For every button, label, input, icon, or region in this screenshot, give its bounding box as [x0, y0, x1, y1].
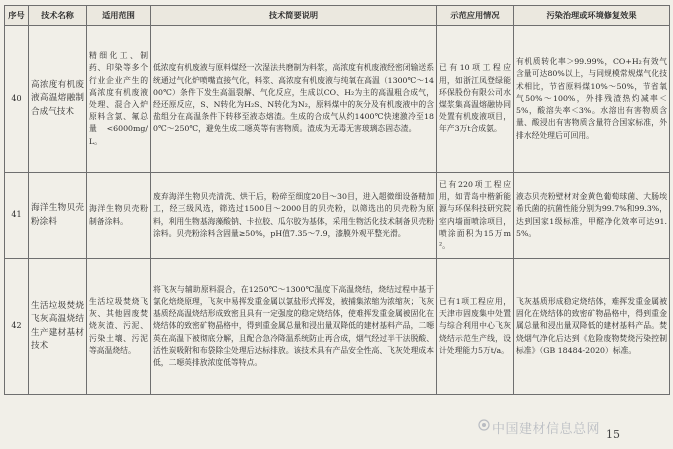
row-effect: 有机质转化率＞99.99%，CO+H₂有效气含量可达80%以上，与同规模常规煤气化技术相比，节省原料煤10%～50%，节省氧气50%～100%，外排残渣热灼减率＜5%，酸溶失率＜3%。水溶出有害物质含量、酸浸出有害物质含量符合国家标准，外排水经处理后可回用。 — [514, 26, 670, 173]
page-number: 15 — [606, 428, 620, 441]
table-row — [5, 173, 670, 259]
header-demo: 示范应用情况 — [437, 6, 514, 26]
table-row — [5, 259, 670, 395]
technology-table — [4, 5, 670, 395]
row-effect: 液态贝壳粉壁材对金黄色葡萄球菌、大肠埃希氏菌的抗菌性能分别为99.7%和99.3%，达到国家1级标准，甲醛净化效率可达91.5%。 — [514, 173, 670, 259]
header-tech-name: 技术名称 — [29, 6, 87, 26]
row-tech-name: 海洋生物贝壳粉涂料 — [29, 173, 87, 259]
row-description: 将飞灰与辅助原料混合，在1250℃～1300℃温度下高温烧结，烧结过程中基于氯化焙烧原理，飞灰中易挥发重金属以氯盐形式挥发，被捕集浓缩为浓缩灰；飞灰基质经高温烧结形成致密且具有一定强度的稳定烧结体，使难挥发重金属被固化在烧结体的致密矿物晶格中，得到重金属总量和浸出量双降低的建材基料产品，二噁英在高温下被彻底分解，且配合急冷降温系统防止再合成，烟气经过半干法脱酸、活性炭吸附和布袋除尘处理后达标排放。该技术具有产品安全性高、飞灰处理成本低，二噁英排放浓度低等特点。 — [151, 259, 437, 395]
row-demo: 已有220项工程应用，如青岛中楷新能源与环保科技研究院室内墙面喷涂项目，喷涂面积为15万m²。 — [437, 173, 514, 259]
header-effect: 污染治理或环境修复效果 — [514, 6, 670, 26]
table-row — [5, 26, 670, 173]
row-scope: 精细化工、制药、印染等多个行业企业产生的高浓度有机废液处理、混合入炉原料含氯、氟总量<6000mg/L。 — [87, 26, 151, 173]
wechat-watermark-icon — [478, 419, 490, 431]
row-demo: 已有10项工程应用，如浙江凤登绿能环保股份有限公司水煤浆集高温熔融协同处置有机废液项目，年产3万t合成氨。 — [437, 26, 514, 173]
row-number: 40 — [5, 26, 29, 173]
row-scope: 生活垃圾焚烧飞灰、其他固废焚烧灰渣、污泥、污染土壤、污泥等高温烧结。 — [87, 259, 151, 395]
row-description: 废弃海洋生物贝壳清洗、烘干后，粉碎至细度20目～30目，进入超微细设备精加工，经三级风选，筛选过1500目～2000目的贝壳粉，以筛选出的贝壳粉为原料，利用生物基海藻酸钠、卡拉胶、瓜尔胶为基体，采用生物活化技术制备贝壳粉涂料。贝壳粉涂料含固量≥50%，pH值7.35～7.9，漆膜外观平整光滑。 — [151, 173, 437, 259]
row-scope: 海洋生物贝壳粉制备涂料。 — [87, 173, 151, 259]
row-tech-name: 高浓度有机废液高温熔融制合成气技术 — [29, 26, 87, 173]
header-serial: 序号 — [5, 6, 29, 26]
header-description: 技术简要说明 — [151, 6, 437, 26]
watermark-text: 中国建材信息总网 — [492, 422, 601, 437]
table-header-row — [5, 6, 670, 26]
row-tech-name: 生活垃圾焚烧飞灰高温烧结生产建材基材技术 — [29, 259, 87, 395]
header-scope: 适用范围 — [87, 6, 151, 26]
row-number: 42 — [5, 259, 29, 395]
row-demo: 已有1项工程应用，天津市固废集中处置与综合利用中心飞灰烧结示范生产线，设计处理能力5万t/a。 — [437, 259, 514, 395]
row-effect: 飞灰基质形成稳定烧结体，难挥发重金属被固化在烧结体的致密矿物晶格中，得到重金属总量和浸出量双降低的建材基料产品。焚烧烟气净化后达到《危险废物焚烧污染控制标准》（GB 18484-2020）标准。 — [514, 259, 670, 395]
row-description: 低浓度有机废液与原料煤经一次湿法共磨制为料浆，高浓度有机废液经密闭输送系统通过气化炉喷嘴直接气化，料浆、高浓度有机废液与纯氧在高温（1300℃～1400℃）条件下发生高温裂解、气化反应，生成以CO、H₂为主的高温粗合成气，经还原反应，S、N转化为H₂S、N转化为N₂，原料煤中的灰分及有机废液中的含盐组分在高温条件下转移至液态熔渣。生成的合成气从约1400℃快速激冷至180℃～250℃，避免生成二噁英等有害物质。渣成为无毒无害玻璃态固态渣。 — [151, 26, 437, 173]
row-number: 41 — [5, 173, 29, 259]
